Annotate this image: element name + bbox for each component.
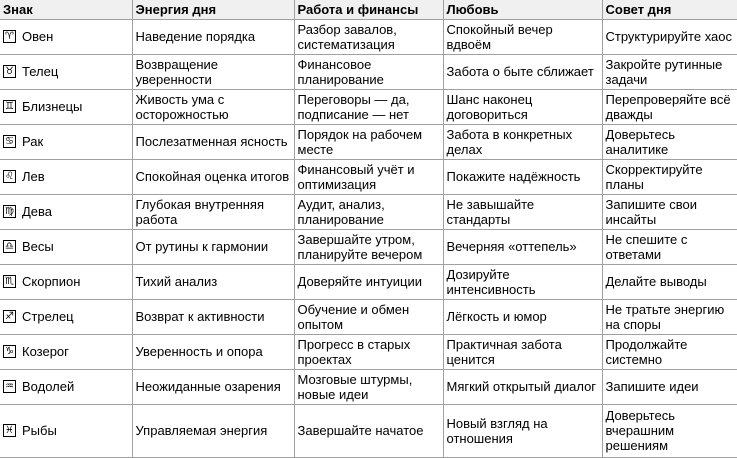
cell-sign bbox=[0, 19, 132, 54]
cell-love: Шанс наконец договориться bbox=[443, 89, 602, 124]
cell-energy: Послезатменная ясность bbox=[132, 124, 294, 159]
cell-love: Новый взгляд на отношения bbox=[443, 404, 602, 457]
header-sign: Знак bbox=[0, 0, 132, 19]
cell-love: Забота о быте сближает bbox=[443, 54, 602, 89]
cell-energy: Уверенность и опора bbox=[132, 334, 294, 369]
cell-work: Доверяйте интуиции bbox=[294, 264, 443, 299]
header-work: Работа и финансы bbox=[294, 0, 443, 19]
table-row bbox=[0, 404, 737, 457]
sign-name: Лев bbox=[22, 169, 45, 185]
cell-love: Практичная забота ценится bbox=[443, 334, 602, 369]
cell-advice: Доверьтесь аналитике bbox=[602, 124, 737, 159]
gemini-icon: ♊ bbox=[3, 100, 16, 113]
cell-sign bbox=[0, 369, 132, 404]
sign-name: Водолей bbox=[22, 379, 75, 395]
cell-sign bbox=[0, 89, 132, 124]
cell-energy: От рутины к гармонии bbox=[132, 229, 294, 264]
leo-icon: ♌ bbox=[3, 170, 16, 183]
cell-energy: Наведение порядка bbox=[132, 19, 294, 54]
taurus-icon: ♉ bbox=[3, 65, 16, 78]
cell-advice: Делайте выводы bbox=[602, 264, 737, 299]
cell-work: Финансовый учёт и оптимизация bbox=[294, 159, 443, 194]
table-row bbox=[0, 194, 737, 229]
header-love: Любовь bbox=[443, 0, 602, 19]
table-row bbox=[0, 229, 737, 264]
table-row bbox=[0, 334, 737, 369]
cell-advice: Продолжайте системно bbox=[602, 334, 737, 369]
cell-advice: Запишите свои инсайты bbox=[602, 194, 737, 229]
cell-energy: Глубокая внутренняя работа bbox=[132, 194, 294, 229]
cell-love: Забота в конкретных делах bbox=[443, 124, 602, 159]
cell-love: Вечерняя «оттепель» bbox=[443, 229, 602, 264]
cell-advice: Не спешите с ответами bbox=[602, 229, 737, 264]
cell-love: Дозируйте интенсивность bbox=[443, 264, 602, 299]
cell-energy: Живость ума с осторожностью bbox=[132, 89, 294, 124]
pisces-icon: ♓ bbox=[3, 424, 16, 437]
capricorn-icon: ♑ bbox=[3, 345, 16, 358]
sign-name: Рак bbox=[22, 134, 44, 150]
cancer-icon: ♋ bbox=[3, 135, 16, 148]
aquarius-icon: ♒ bbox=[3, 380, 16, 393]
cell-energy: Неожиданные озарения bbox=[132, 369, 294, 404]
libra-icon: ♎ bbox=[3, 240, 16, 253]
cell-advice: Запишите идеи bbox=[602, 369, 737, 404]
cell-love: Покажите надёжность bbox=[443, 159, 602, 194]
table-header bbox=[0, 0, 737, 19]
cell-sign bbox=[0, 54, 132, 89]
cell-advice: Доверьтесь вчерашним решениям bbox=[602, 404, 737, 457]
cell-sign bbox=[0, 299, 132, 334]
cell-sign bbox=[0, 159, 132, 194]
cell-sign bbox=[0, 404, 132, 457]
sign-name: Овен bbox=[22, 29, 54, 45]
cell-work: Порядок на рабочем месте bbox=[294, 124, 443, 159]
scorpio-icon: ♏ bbox=[3, 275, 16, 288]
cell-love: Спокойный вечер вдвоём bbox=[443, 19, 602, 54]
cell-advice: Скорректируйте планы bbox=[602, 159, 737, 194]
table-row bbox=[0, 264, 737, 299]
cell-energy: Тихий анализ bbox=[132, 264, 294, 299]
cell-work: Завершайте начатое bbox=[294, 404, 443, 457]
sagittarius-icon: ♐ bbox=[3, 310, 16, 323]
cell-love: Не завышайте стандарты bbox=[443, 194, 602, 229]
cell-work: Финансовое планирование bbox=[294, 54, 443, 89]
cell-love: Мягкий открытый диалог bbox=[443, 369, 602, 404]
sign-name: Рыбы bbox=[22, 423, 57, 439]
cell-work: Переговоры — да, подписание — нет bbox=[294, 89, 443, 124]
table-body bbox=[0, 19, 737, 457]
cell-energy: Управляемая энергия bbox=[132, 404, 294, 457]
cell-sign bbox=[0, 264, 132, 299]
table-row bbox=[0, 159, 737, 194]
table-row bbox=[0, 369, 737, 404]
cell-work: Прогресс в старых проектах bbox=[294, 334, 443, 369]
table-row bbox=[0, 124, 737, 159]
table-row bbox=[0, 54, 737, 89]
cell-advice: Закройте рутинные задачи bbox=[602, 54, 737, 89]
sign-name: Близнецы bbox=[22, 99, 83, 115]
cell-energy: Возвращение уверенности bbox=[132, 54, 294, 89]
cell-work: Мозговые штурмы, новые идеи bbox=[294, 369, 443, 404]
cell-love: Лёгкость и юмор bbox=[443, 299, 602, 334]
cell-sign bbox=[0, 194, 132, 229]
header-energy: Энергия дня bbox=[132, 0, 294, 19]
sign-name: Весы bbox=[22, 239, 54, 255]
sign-name: Дева bbox=[22, 204, 53, 220]
cell-advice: Структурируйте хаос bbox=[602, 19, 737, 54]
table-row bbox=[0, 19, 737, 54]
cell-work: Разбор завалов, систематизация bbox=[294, 19, 443, 54]
cell-advice: Перепроверяйте всё дважды bbox=[602, 89, 737, 124]
aries-icon: ♈ bbox=[3, 30, 16, 43]
cell-energy: Возврат к активности bbox=[132, 299, 294, 334]
sign-name: Стрелец bbox=[22, 309, 74, 325]
table-row bbox=[0, 89, 737, 124]
sign-name: Козерог bbox=[22, 344, 69, 360]
table-row bbox=[0, 299, 737, 334]
cell-sign bbox=[0, 124, 132, 159]
cell-advice: Не тратьте энергию на споры bbox=[602, 299, 737, 334]
cell-work: Завершайте утром, планируйте вечером bbox=[294, 229, 443, 264]
cell-work: Аудит, анализ, планирование bbox=[294, 194, 443, 229]
sign-name: Телец bbox=[22, 64, 59, 80]
cell-sign bbox=[0, 229, 132, 264]
cell-work: Обучение и обмен опытом bbox=[294, 299, 443, 334]
sign-name: Скорпион bbox=[22, 274, 81, 290]
cell-energy: Спокойная оценка итогов bbox=[132, 159, 294, 194]
virgo-icon: ♍ bbox=[3, 205, 16, 218]
header-advice: Совет дня bbox=[602, 0, 737, 19]
cell-sign bbox=[0, 334, 132, 369]
